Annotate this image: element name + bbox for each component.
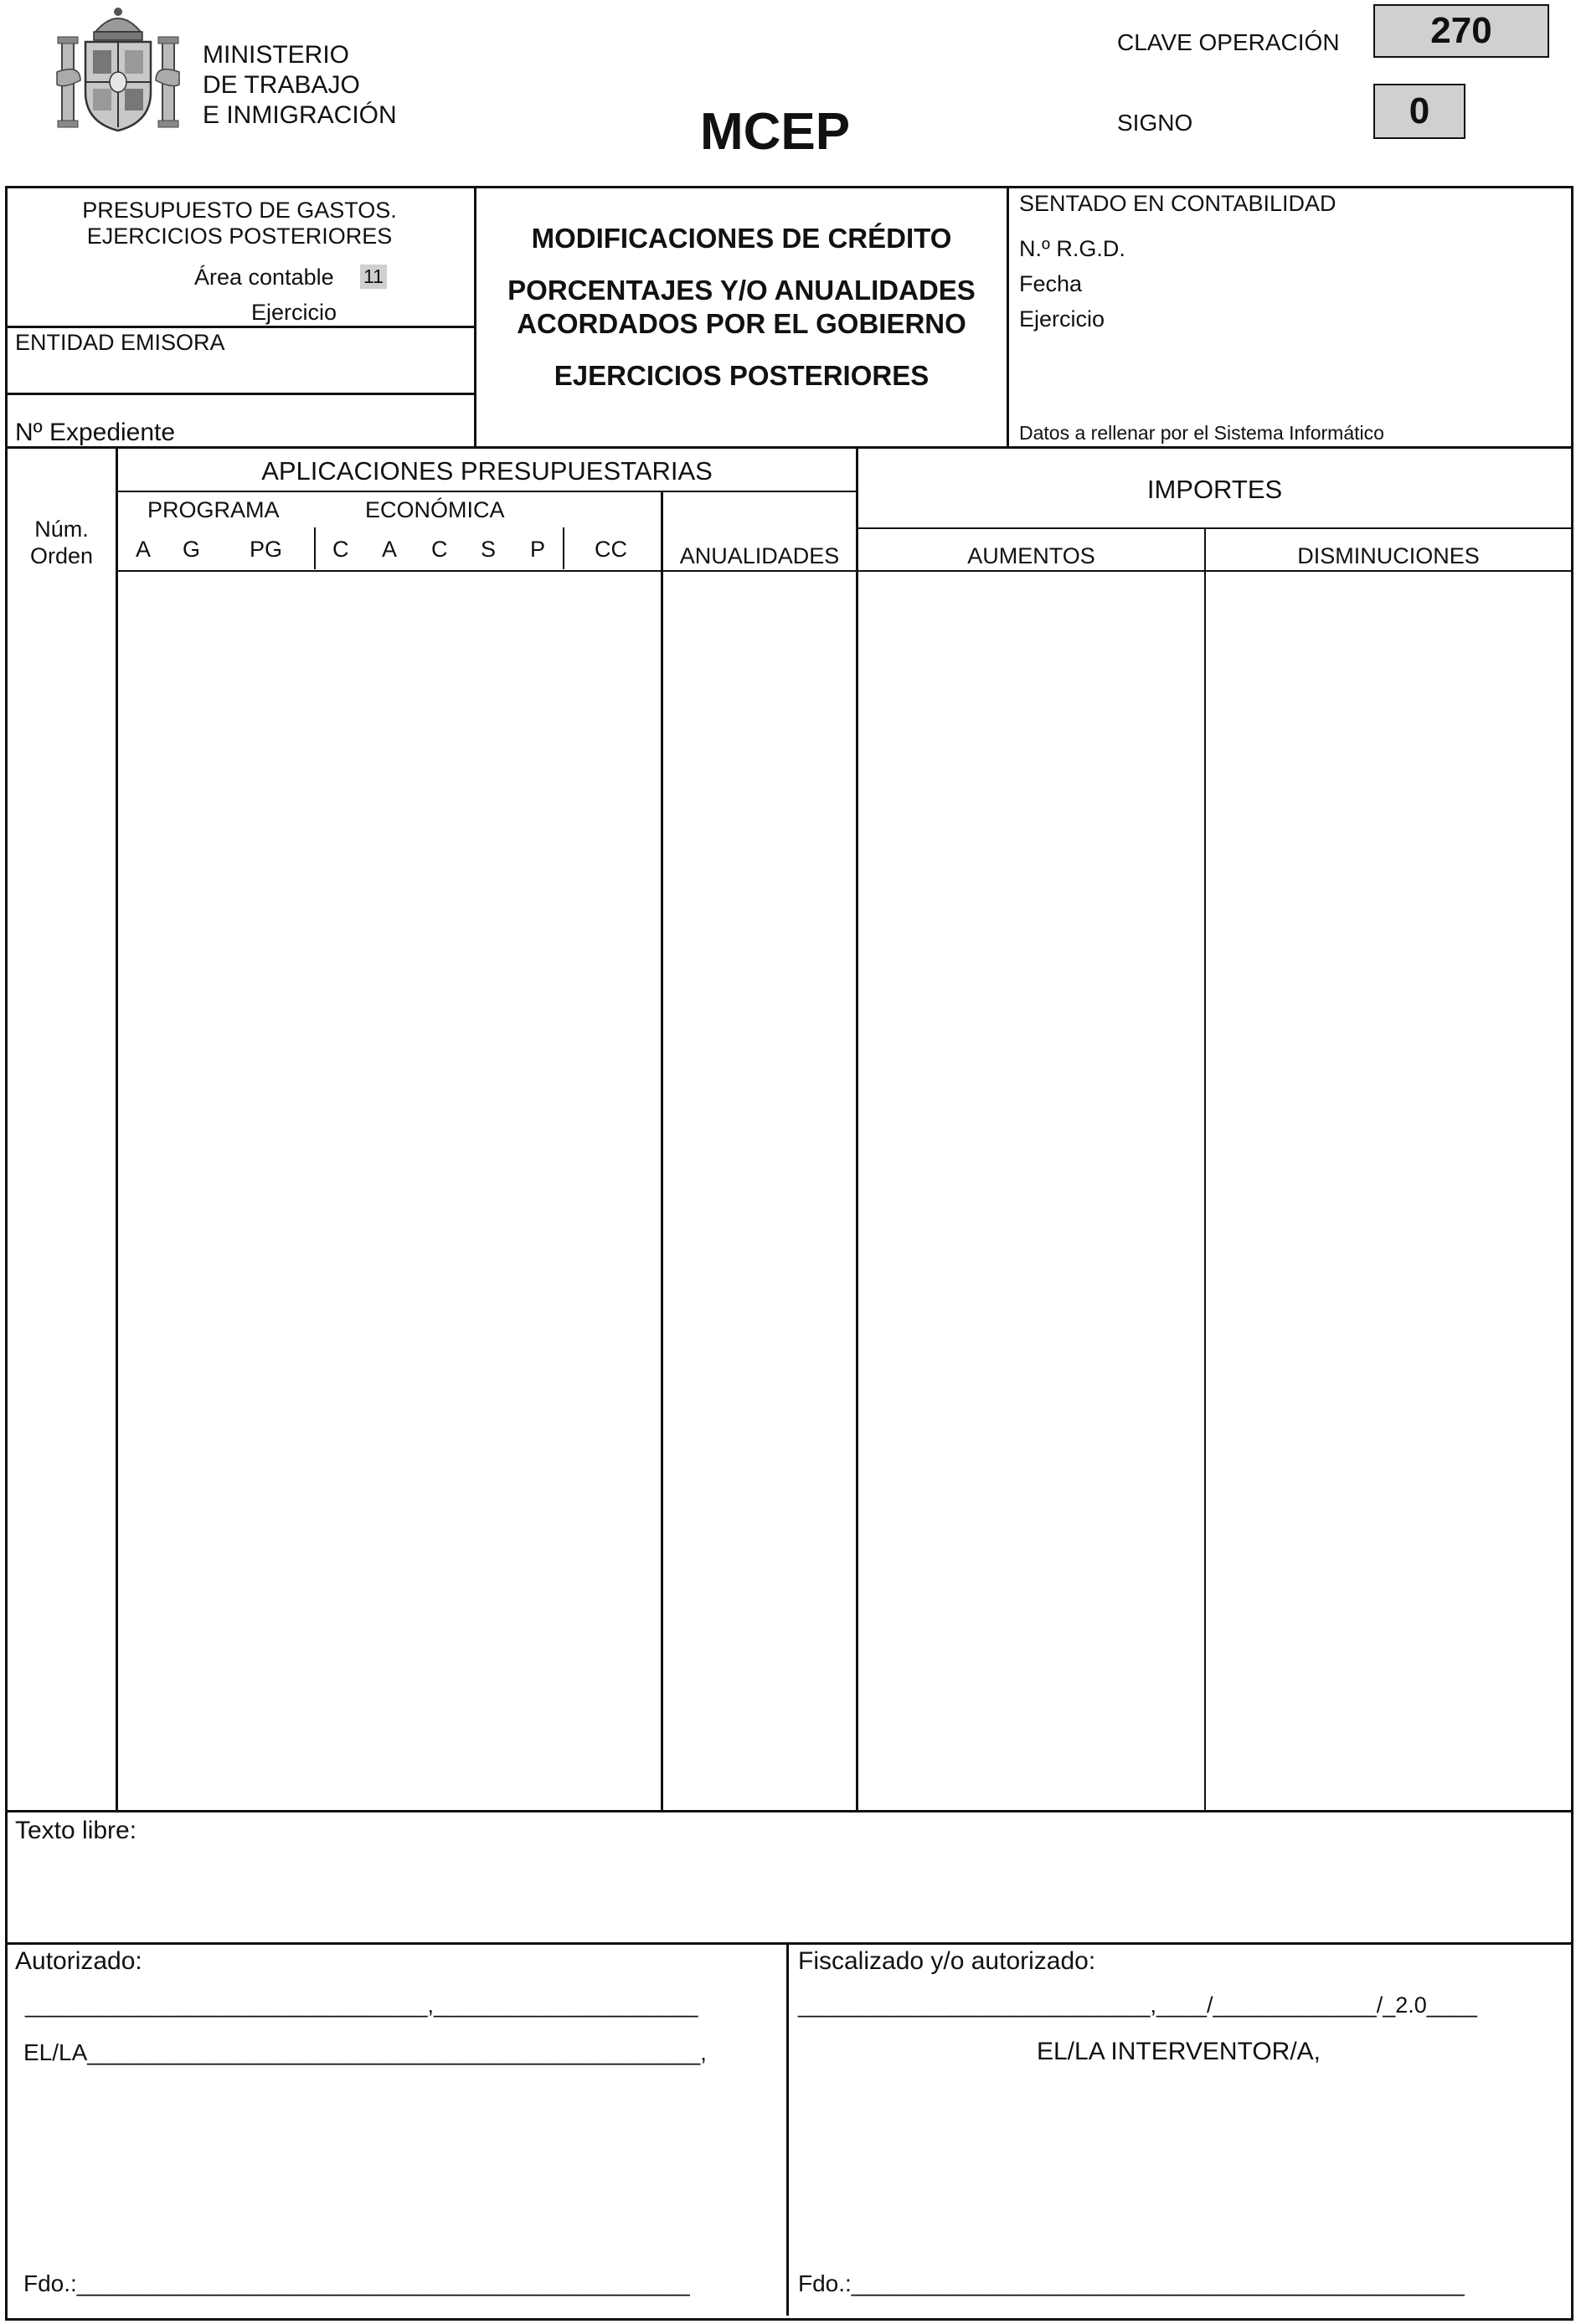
aplicaciones-header: APLICACIONES PRESUPUESTARIAS bbox=[261, 456, 713, 486]
anualidades-header: ANUALIDADES bbox=[679, 543, 840, 568]
area-contable-value: 11 bbox=[360, 265, 387, 289]
title-ejercicios-posteriores: EJERCICIOS POSTERIORES bbox=[554, 360, 930, 391]
divider bbox=[117, 491, 858, 492]
economica-header: ECONÓMICA bbox=[365, 497, 505, 522]
clave-operacion-value: 270 bbox=[1373, 4, 1549, 58]
num-orden-label-1: Núm. bbox=[34, 517, 89, 542]
divider bbox=[5, 1810, 1571, 1812]
title-porcentajes: PORCENTAJES Y/O ANUALIDADES bbox=[507, 275, 976, 306]
budget-heading-line-1: PRESUPUESTO DE GASTOS. bbox=[82, 198, 397, 223]
signo-label: SIGNO bbox=[1117, 110, 1193, 136]
sentado-contabilidad-label: SENTADO EN CONTABILIDAD bbox=[1019, 191, 1337, 216]
divider bbox=[786, 1942, 789, 2316]
col-a-eco: A bbox=[382, 537, 398, 562]
col-a: A bbox=[136, 537, 152, 562]
col-s: S bbox=[481, 537, 497, 562]
ejercicio-label: Ejercicio bbox=[251, 300, 337, 325]
fecha-label: Fecha bbox=[1019, 271, 1083, 296]
form-code: MCEP bbox=[700, 103, 851, 161]
texto-libre-field[interactable] bbox=[8, 1848, 1568, 1941]
divider bbox=[1007, 186, 1009, 447]
ejercicio-contable-label: Ejercicio bbox=[1019, 306, 1105, 332]
autorizado-label: Autorizado: bbox=[15, 1947, 142, 1975]
ministry-name-line-1: MINISTERIO bbox=[203, 41, 350, 69]
interventor-label: EL/LA INTERVENTOR/A, bbox=[1036, 2038, 1321, 2065]
col-pg: PG bbox=[250, 537, 283, 562]
place-date-line: ________________________________,_____________________ bbox=[25, 1992, 698, 2018]
budget-heading-line-2: EJERCICIOS POSTERIORES bbox=[86, 224, 393, 249]
col-p: P bbox=[530, 537, 546, 562]
col-cc: CC bbox=[595, 537, 627, 562]
disminuciones-header: DISMINUCIONES bbox=[1297, 543, 1480, 568]
col-g: G bbox=[183, 537, 201, 562]
divider bbox=[5, 393, 476, 395]
texto-libre-label: Texto libre: bbox=[15, 1817, 137, 1844]
aumentos-header: AUMENTOS bbox=[967, 543, 1095, 568]
fdo-left-line: Fdo.:_______________________________________________ bbox=[23, 2270, 690, 2296]
title-modificaciones: MODIFICACIONES DE CRÉDITO bbox=[531, 223, 952, 254]
title-acordados: ACORDADOS POR EL GOBIERNO bbox=[517, 308, 966, 339]
divider bbox=[858, 527, 1571, 529]
programa-header: PROGRAMA bbox=[147, 497, 280, 522]
signo-value: 0 bbox=[1373, 84, 1465, 139]
fdo-right-line: Fdo.:_______________________________________________ bbox=[798, 2270, 1465, 2296]
table-row-area[interactable] bbox=[8, 572, 1568, 1809]
fiscalizado-label: Fiscalizado y/o autorizado: bbox=[798, 1947, 1096, 1975]
col-c: C bbox=[332, 537, 349, 562]
num-orden-label-2: Orden bbox=[29, 543, 94, 568]
rgd-label: N.º R.G.D. bbox=[1019, 236, 1125, 261]
ministry-name-line-3: E INMIGRACIÓN bbox=[203, 101, 397, 129]
area-contable-label: Área contable bbox=[194, 265, 334, 290]
divider bbox=[5, 446, 1571, 449]
el-la-line: EL/LA_______________________________________________, bbox=[23, 2039, 707, 2065]
fiscalizado-date-line: ____________________________,____/_____________/_2.0____ bbox=[798, 1992, 1477, 2018]
system-note: Datos a rellenar por el Sistema Informático bbox=[1019, 422, 1384, 444]
ministry-name-line-2: DE TRABAJO bbox=[203, 71, 360, 99]
importes-header: IMPORTES bbox=[1146, 475, 1283, 504]
expediente-label: Nº Expediente bbox=[15, 419, 176, 446]
divider bbox=[5, 326, 476, 328]
divider bbox=[314, 527, 316, 569]
entidad-emisora-label: ENTIDAD EMISORA bbox=[15, 330, 225, 355]
coat-of-arms-emblem bbox=[55, 5, 181, 132]
col-c-eco: C bbox=[431, 537, 448, 562]
divider bbox=[563, 527, 564, 569]
clave-operacion-label: CLAVE OPERACIÓN bbox=[1117, 29, 1340, 55]
